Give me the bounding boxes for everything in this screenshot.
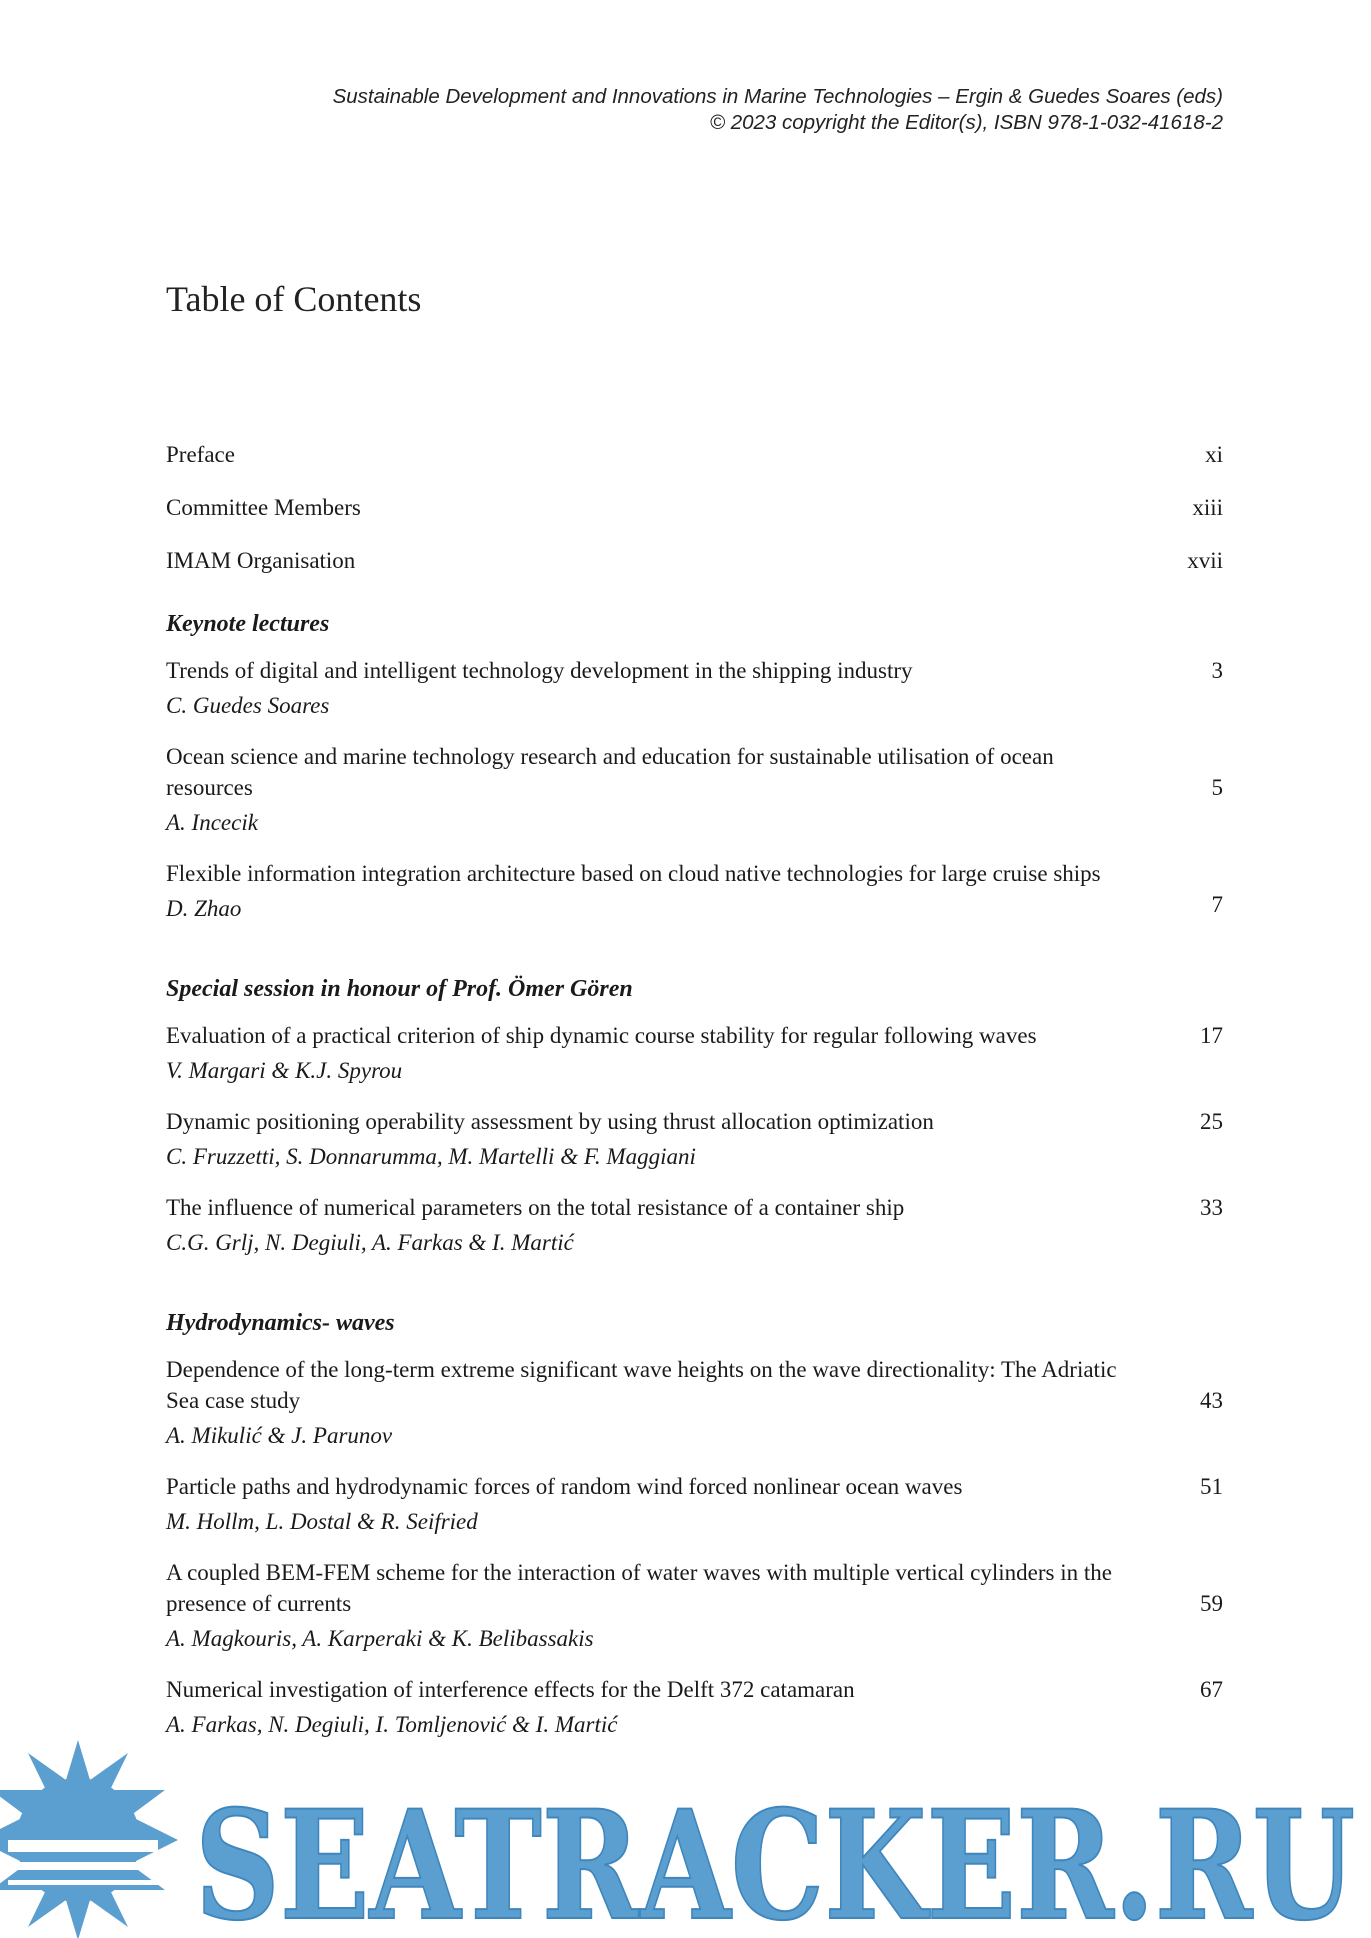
sun-logo-icon xyxy=(0,1740,178,1938)
page-title: Table of Contents xyxy=(166,279,422,319)
toc-entry-label: IMAM Organisation xyxy=(166,548,356,573)
section-heading: Special session in honour of Prof. Ömer Gören xyxy=(166,976,633,1002)
toc-page-number: xvii xyxy=(1187,548,1223,573)
toc-entry[interactable] xyxy=(166,1020,1223,1086)
entry-page: 17 xyxy=(1200,1023,1223,1048)
entry-authors: V. Margari & K.J. Spyrou xyxy=(166,1058,403,1083)
entry-authors: A. Incecik xyxy=(166,810,258,835)
toc-entry[interactable] xyxy=(166,1471,1223,1537)
header-copyright: © 2023 copyright the Editor(s), ISBN 978-1-032-41618-2 xyxy=(709,111,1223,134)
entry-authors: A. Magkouris, A. Karperaki & K. Belibassakis xyxy=(166,1626,594,1651)
toc-entry-label: Committee Members xyxy=(166,495,361,520)
entry-authors: C. Fruzzetti, S. Donnarumma, M. Martelli & F. Maggiani xyxy=(166,1144,696,1169)
page-number: v xyxy=(686,1850,696,1872)
seatracker-watermark xyxy=(0,1730,1371,1938)
entry-authors: C. Guedes Soares xyxy=(166,693,330,718)
entry-page: 67 xyxy=(1200,1677,1223,1702)
toc-section-hydrodynamics-waves xyxy=(166,1308,1223,1740)
entry-title: Numerical investigation of interference effects for the Delft 372 catamaran xyxy=(166,1677,855,1702)
entry-page: 59 xyxy=(1200,1591,1223,1616)
entry-title: Dependence of the long-term extreme significant wave heights on the wave directionality: The Adriatic Sea case study xyxy=(166,1357,1117,1413)
running-header xyxy=(333,84,1223,136)
entry-page: 5 xyxy=(1211,775,1223,800)
section-heading: Hydrodynamics- waves xyxy=(166,1310,395,1336)
entry-page: 51 xyxy=(1200,1474,1223,1499)
toc-entry-label: Preface xyxy=(166,442,235,467)
watermark-text: SEATRACKER.RU xyxy=(195,1778,1355,1938)
entry-title: Trends of digital and intelligent technology development in the shipping industry xyxy=(166,658,913,683)
table-of-contents xyxy=(166,440,1223,1760)
entry-authors: D. Zhao xyxy=(166,896,242,921)
entry-title: A coupled BEM-FEM scheme for the interaction of water waves with multiple vertical cylinders in the presence of currents xyxy=(166,1560,1112,1616)
toc-entry[interactable] xyxy=(166,1557,1223,1654)
toc-entry[interactable] xyxy=(166,1192,1223,1258)
entry-page: 25 xyxy=(1200,1109,1223,1134)
entry-title: Particle paths and hydrodynamic forces of random wind forced nonlinear ocean waves xyxy=(166,1474,963,1499)
entry-title: The influence of numerical parameters on the total resistance of a container ship xyxy=(166,1195,905,1220)
toc-entry-committee-members[interactable] xyxy=(166,493,1223,546)
entry-title: Flexible information integration architecture based on cloud native technologies for large cruise ships xyxy=(166,861,1101,886)
toc-page-number: xiii xyxy=(1192,495,1223,520)
entry-authors: M. Hollm, L. Dostal & R. Seifried xyxy=(166,1509,478,1534)
entry-page: 33 xyxy=(1200,1195,1223,1220)
entry-page: 3 xyxy=(1211,658,1223,683)
toc-entry[interactable] xyxy=(166,1354,1223,1451)
entry-title: Dynamic positioning operability assessment by using thrust allocation optimization xyxy=(166,1109,934,1134)
toc-entry[interactable] xyxy=(166,858,1223,924)
toc-entry[interactable] xyxy=(166,1106,1223,1172)
entry-authors: A. Mikulić & J. Parunov xyxy=(166,1423,393,1448)
toc-section-keynote-lectures xyxy=(166,609,1223,924)
toc-entry[interactable] xyxy=(166,655,1223,721)
toc-section-special-session xyxy=(166,974,1223,1258)
entry-title: Ocean science and marine technology research and education for sustainable utilisation of ocean resources xyxy=(166,744,1054,800)
entry-authors: A. Farkas, N. Degiuli, I. Tomljenović & I. Martić xyxy=(166,1712,618,1737)
header-book-title: Sustainable Development and Innovations in Marine Technologies – Ergin & Guedes Soares (eds) xyxy=(332,85,1223,108)
toc-entry[interactable] xyxy=(166,741,1223,838)
toc-entry-imam-organisation[interactable] xyxy=(166,546,1223,599)
toc-page-number: xi xyxy=(1205,442,1223,467)
entry-authors: C.G. Grlj, N. Degiuli, A. Farkas & I. Martić xyxy=(166,1230,574,1255)
section-heading: Keynote lectures xyxy=(166,611,330,637)
toc-entry-preface[interactable] xyxy=(166,440,1223,493)
entry-page: 7 xyxy=(1211,892,1223,917)
entry-title: Evaluation of a practical criterion of ship dynamic course stability for regular following waves xyxy=(166,1023,1037,1048)
entry-page: 43 xyxy=(1200,1388,1223,1413)
